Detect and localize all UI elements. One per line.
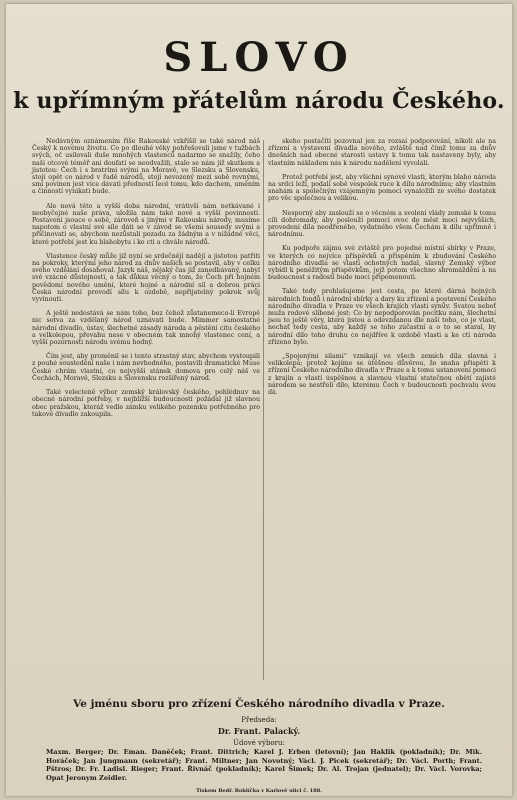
proclamation-sheet xyxy=(6,4,512,796)
right-paragraph: Nesporný aby zaslouží se o věcném a svolení vlády zemské k tomu cíli dohromady, aby poslouží pomocí ovoc do měst moci nejvyšších, provedení díla neodřeného, vydatného všem Čechám k dílu upřímně i národnímu. xyxy=(268,209,496,239)
right-paragraph: Protož potřebí jest, aby všichni synové vlasti, kterým blaho národa na srdci leží, podali sobě vespolek ruce k dílu národnímu; aby vlastním snahám a společným vzájemným pomocí vynaložili ze svého dostatek pro věc společnou a velikou. xyxy=(268,173,496,203)
footer-heading: Ve jménu sboru pro zřízení Českého národního divadla v Praze. xyxy=(73,698,445,710)
right-paragraph: „Spojenými silami“ vznikají ve všech zemích díla slavná i velikolepá; protož kojíme se útěšnou důvěrou, že snaha přispěti k zřízení Českého národního divadla v Praze a k tomu ustanovení pomoci z krajin a vlastí úspěšnou a slavnou vlastní statečnou obětí zajisté národem se nestřeli dílo, kterému Čech v budoucnosti pochvalu svou dá. xyxy=(268,353,496,397)
page-title: SLOVO xyxy=(163,34,355,81)
right-paragraph: Také tedy prohlašujeme jest cesta, po které dárná hojných národních fondů i národní sbírky a dary ku zřízení a postavení Českého národního divadla v Praze ve všech krajích vlasti synův. Svatou neboť muža rodové slíbené jest: Co by nepodporován pocitku nám, šlechetní jsou to ještě věry, která jistou a odevzdanou dle naší toho, co je vlast, nechať tedy cesta, aby každý se toho zúčastní a o to se staral, by národní dílo toho druhu co nejdříve k ozdobě vlasti a ke cti národa zřízeno bylo. xyxy=(268,288,497,346)
chair-name: Dr. Frant. Palacký. xyxy=(217,726,301,736)
column-divider xyxy=(263,140,264,680)
page-subtitle: k upřímným přátelům národu Českého. xyxy=(13,88,505,114)
committee-label: Údové výboru: xyxy=(233,739,285,747)
left-paragraph: Vlastence český může již nyní se srdečnějí nadějí a jistotou patřiti na pokroky, kterými jeho národ za dnův našich se postavil, aby v celku svého vzdělání dosahoval. Jazyk náš, nějaký čas již zanedbávaný, nabyl své vzácné důstojnosti, a tak důkaz věcný o tom, že Čech při hojném povědomí nového umění, které hojné a národní sil a dobrou práci Česká národní provodí sílu k ozdobě, nepřijatelný pokrok svůj vyvinouti. xyxy=(32,252,260,304)
left-paragraph: A ještě nedostává se nám toho, bez čehož zůstanemeco-li Evropě nic sotva za vzdělaný národ uznávati bude. Mimmer samostatné národní divadlo, ústav, šlechetné zásady národa a pěstění citu českého a velkolepou, převahu nese v obecném tak mnohý vlastenec cení, a vyšší pozornosti národu svému hodný. xyxy=(32,310,260,347)
committee-members: Maxm. Berger; Dr. Eman. Daněček; Frant. Dittrich; Karel J. Erben (letovní); Jan Haklik (pokladník); Dr. Mik. Horáček; Jan Jungmann (sekretář); Frant. Miltner; Jan Novotný; Václ. J. Picek (sekretář); Dr. Václ. Porth; Frant. Pštros; Dr. Fr. Ladisl. Rieger; Frant. Řivnáč (pokladník); Karel Šimek; Dr. Al. Trojan (jednatel); Dr. Václ. Vorovka; Opat Jeronym Zeidler. xyxy=(46,748,482,782)
chair-label: Předseda: xyxy=(241,716,277,724)
right-column xyxy=(268,138,496,403)
left-paragraph: Také velecteně výbor zemský královský českého, pohlédnuv na obecné národní potřeby, v nejbližší budoucnosti požádal již slavnou obec pražskou, kteráž vedle zámku velikého pozemku potřebného pro takové divadlo zakoupila. xyxy=(32,389,260,418)
left-paragraph: Ale nová této a vyšší doba národní, vrátivší nám netkávané i neobyčejné naše práva, uložila nám také nové a vyšší povinnosti. Postaveni jsouce o sobě, zároveň s jinými v Rakousku národy, musíme napotom o vlastní své síle dáti se v závod se všemi sousedy svými a přičinovati se, abychom nezůstali pozadu za žádným a v nižádné věci, které potřebí jest ku blahobytu i ke cti a chvále národů. xyxy=(32,202,260,246)
right-paragraph: skeho postačíti pozovnal jen za rozsaí podporování, nikoli ale na zřízení a vystavení divadla nového, zvláště nad čímž tomu za dnův dnešních nad obecné starosti ustavy k tomu tak nastaveny byly, aby vlastním nákladem nás k národu nadělení vyvolali. xyxy=(268,138,496,167)
printer-imprint: Tiskem Bedř. Rohlíčka v Karlově ulici č. 188. xyxy=(196,788,322,794)
left-column xyxy=(32,138,260,425)
left-paragraph: Nedávným oznámením říše Rakouské vzkříšil se také národ náš Český k novému životu. Co po dlouhé věky pohřešovali jsme v tužbách svých, oč usilovali duše mnohých vlastenců nadarmo se snažily, čeho naši otcové téměř ani doufati se neodvažili, stalo se nám již skutkem a jistotou: Čech i s bratrími svými na Moravě, ve Slezsku a Slovensku, stojí opět co národ v řadě národů, stojí nevozený mezi sobě rovnými, smí povinen jest více dávati předností lecě tomu, kdo dachem, uměním a činností vynikati bude. xyxy=(32,138,260,196)
right-paragraph: Ku podpoře zájmu své zvláště pro pojedné místní sbírky v Praze, ve kterých co nejvíce příspěvků a přispěním k zbudování Českého národního divadla se vlasti ochotných nadal, slavný Zemský výbor vybídl k peněžitým příspěvkům, jejž potom všechno shromáždění a na budoucnost s radostí bude moci připomenouti. xyxy=(268,245,496,282)
left-paragraph: Čím jest, aby proměnil se i tento strastný stav, abychom vystoupili z pouhé soustedění naše i nám nevhodného, postavili dramatické Muse České chrám vlastní, co nejvyšší stánek domova pro celý náš ve Čechách, Moravě, Slezsku a Slovensku rozšířený národ. xyxy=(32,353,260,382)
